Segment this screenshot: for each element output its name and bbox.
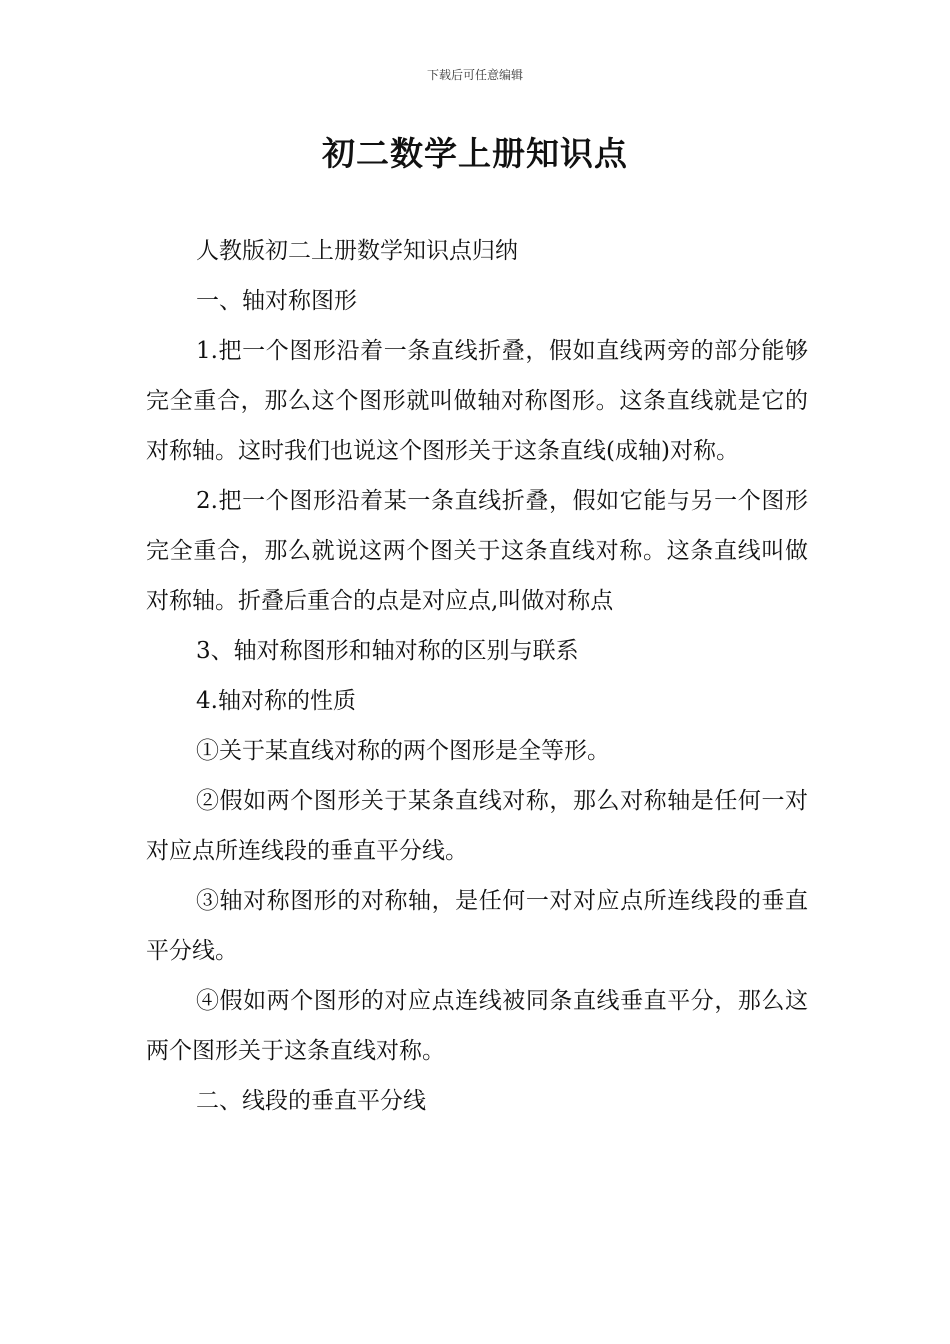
paragraph-item-1: 1.把一个图形沿着一条直线折叠，假如直线两旁的部分能够完全重合，那么这个图形就叫做轴对称图形。这条直线就是它的对称轴。这时我们也说这个图形关于这条直线(成轴)对称。 [146, 338, 808, 464]
paragraph-property-4: ④假如两个图形的对应点连线被同条直线垂直平分，那么这两个图形关于这条直线对称。 [146, 988, 808, 1064]
paragraph-property-2: ②假如两个图形关于某条直线对称，那么对称轴是任何一对对应点所连线段的垂直平分线。 [146, 788, 808, 864]
paragraph-item-4: 4.轴对称的性质 [196, 688, 356, 714]
paragraph-section-1-heading: 一、轴对称图形 [196, 288, 357, 314]
paragraph-section-2-heading: 二、线段的垂直平分线 [196, 1088, 426, 1114]
paragraph-property-1: ①关于某直线对称的两个图形是全等形。 [196, 738, 610, 764]
document-body [146, 226, 808, 1126]
header-note: 下载后可任意编辑 [426, 68, 523, 82]
document-title: 初二数学上册知识点 [322, 134, 628, 173]
paragraph-item-3: 3、轴对称图形和轴对称的区别与联系 [196, 638, 579, 664]
paragraph-item-2: 2.把一个图形沿着某一条直线折叠，假如它能与另一个图形完全重合，那么就说这两个图关于这条直线对称。这条直线叫做对称轴。折叠后重合的点是对应点,叫做对称点 [146, 488, 808, 614]
paragraph-subtitle: 人教版初二上册数学知识点归纳 [196, 238, 518, 264]
paragraph-property-3: ③轴对称图形的对称轴，是任何一对对应点所连线段的垂直平分线。 [146, 888, 808, 964]
